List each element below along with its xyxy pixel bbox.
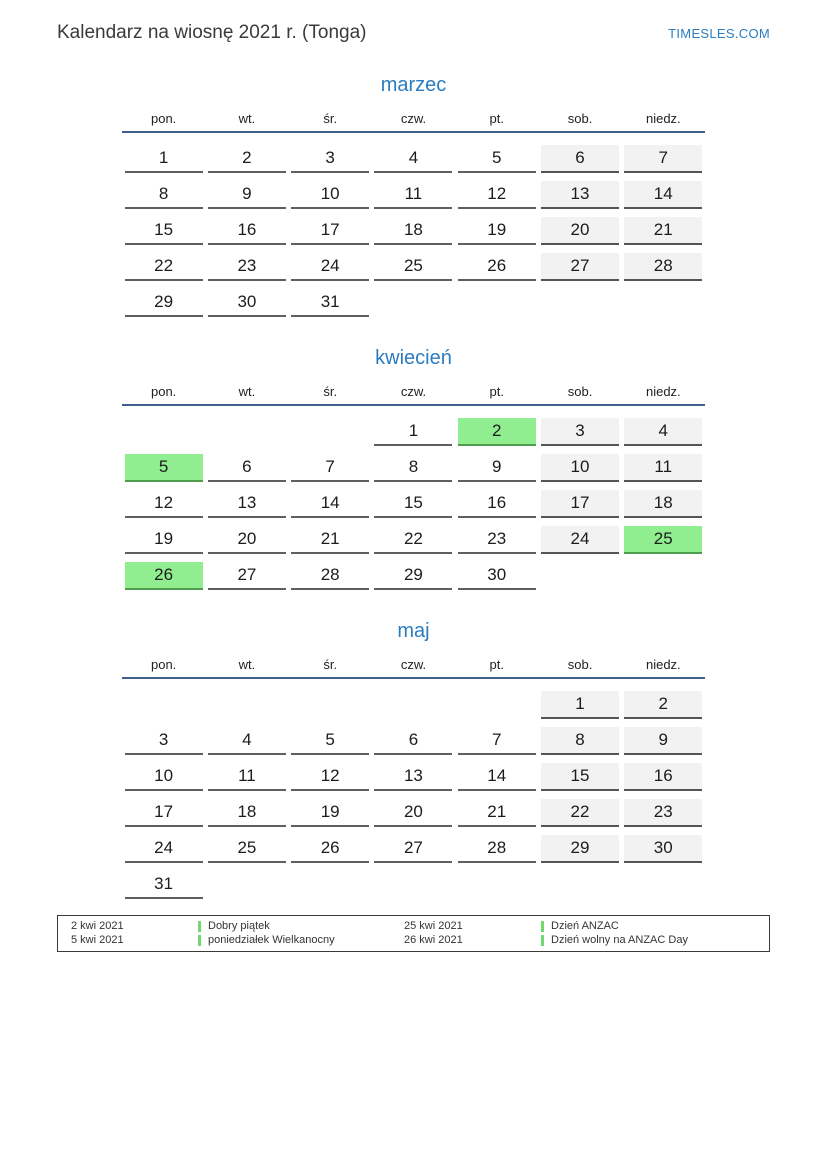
day-cell: 19 <box>122 526 205 554</box>
weekday-header: pon. <box>150 384 177 399</box>
day-cell: 12 <box>455 181 538 209</box>
weekday-header: wt. <box>238 384 256 399</box>
empty-cell <box>205 871 288 899</box>
week-row <box>122 727 705 755</box>
day-cell: 4 <box>372 145 455 173</box>
legend-date: 2 kwi 2021 <box>71 920 124 932</box>
day-cell: 23 <box>455 526 538 554</box>
day-cell: 31 <box>122 871 205 899</box>
day-cell: 31 <box>289 289 372 317</box>
day-cell-weekend: 20 <box>538 217 621 245</box>
day-cell: 11 <box>205 763 288 791</box>
empty-cell <box>455 289 538 317</box>
day-cell: 27 <box>372 835 455 863</box>
day-cell-weekend: 22 <box>538 799 621 827</box>
weekday-header: wt. <box>238 111 256 126</box>
calendar-months <box>122 72 705 899</box>
day-cell-weekend: 1 <box>538 691 621 719</box>
month-kwiecień <box>122 345 705 590</box>
day-cell: 10 <box>122 763 205 791</box>
day-cell-weekend: 24 <box>538 526 621 554</box>
weekday-header: wt. <box>238 657 256 672</box>
day-cell: 10 <box>289 181 372 209</box>
day-cell: 29 <box>122 289 205 317</box>
day-cell: 8 <box>122 181 205 209</box>
day-cell-weekend: 6 <box>538 145 621 173</box>
weekday-header: niedz. <box>645 384 681 399</box>
day-cell: 16 <box>205 217 288 245</box>
day-cell-holiday: 5 <box>122 454 205 482</box>
weeks <box>122 679 705 899</box>
day-cell-weekend: 2 <box>622 691 705 719</box>
day-cell: 15 <box>372 490 455 518</box>
day-cell-weekend: 29 <box>538 835 621 863</box>
month-marzec <box>122 72 705 317</box>
day-cell-weekend: 3 <box>538 418 621 446</box>
weekday-header: czw. <box>400 384 427 399</box>
empty-cell <box>372 691 455 719</box>
legend-holiday-name: Dzień wolny na ANZAC Day <box>551 934 688 946</box>
empty-cell <box>372 871 455 899</box>
week-row <box>122 181 705 209</box>
day-cell: 1 <box>122 145 205 173</box>
weekday-header: niedz. <box>645 111 681 126</box>
day-cell: 7 <box>289 454 372 482</box>
weekday-header: niedz. <box>645 657 681 672</box>
weekday-header: śr. <box>323 657 338 672</box>
day-cell-weekend: 9 <box>622 727 705 755</box>
weeks <box>122 406 705 590</box>
day-cell: 28 <box>455 835 538 863</box>
empty-cell <box>122 691 205 719</box>
week-row <box>122 418 705 446</box>
weekday-header: pon. <box>150 657 177 672</box>
day-cell: 17 <box>289 217 372 245</box>
week-row <box>122 145 705 173</box>
legend-holiday-name: poniedziałek Wielkanocny <box>208 934 335 946</box>
day-cell: 5 <box>289 727 372 755</box>
weekday-header: czw. <box>400 657 427 672</box>
day-cell: 9 <box>455 454 538 482</box>
empty-cell <box>455 691 538 719</box>
week-row <box>122 871 705 899</box>
weeks <box>122 133 705 317</box>
weekday-header: czw. <box>400 111 427 126</box>
empty-cell <box>372 289 455 317</box>
weekday-header: śr. <box>323 384 338 399</box>
week-row <box>122 691 705 719</box>
day-cell: 21 <box>455 799 538 827</box>
day-cell: 15 <box>122 217 205 245</box>
week-row <box>122 763 705 791</box>
day-cell: 14 <box>289 490 372 518</box>
empty-cell <box>289 871 372 899</box>
day-cell: 18 <box>205 799 288 827</box>
day-cell: 22 <box>122 253 205 281</box>
day-cell: 2 <box>205 145 288 173</box>
month-maj <box>122 618 705 899</box>
day-cell-weekend: 28 <box>622 253 705 281</box>
holiday-marker-icon <box>198 921 201 932</box>
day-cell-weekend: 13 <box>538 181 621 209</box>
legend-date: 5 kwi 2021 <box>71 934 124 946</box>
legend-holiday-name: Dobry piątek <box>208 920 270 932</box>
weekday-header: sob. <box>567 657 593 672</box>
day-cell-holiday: 2 <box>455 418 538 446</box>
legend-entry <box>198 919 404 933</box>
empty-cell <box>622 289 705 317</box>
day-cell: 14 <box>455 763 538 791</box>
day-cell: 26 <box>455 253 538 281</box>
weekday-header: pon. <box>150 111 177 126</box>
weekday-header: pt. <box>489 384 504 399</box>
day-cell: 20 <box>205 526 288 554</box>
week-row <box>122 526 705 554</box>
day-cell: 5 <box>455 145 538 173</box>
week-row <box>122 289 705 317</box>
week-row <box>122 253 705 281</box>
legend-entry <box>541 919 769 933</box>
site-link[interactable]: TIMESLES.COM <box>668 26 770 41</box>
week-row <box>122 562 705 590</box>
legend-date: 26 kwi 2021 <box>404 934 463 946</box>
day-cell: 6 <box>372 727 455 755</box>
day-cell-weekend: 4 <box>622 418 705 446</box>
day-cell-weekend: 18 <box>622 490 705 518</box>
month-title: kwiecień <box>375 347 452 369</box>
topbar <box>0 0 827 46</box>
empty-cell <box>289 418 372 446</box>
empty-cell <box>622 562 705 590</box>
day-cell: 21 <box>289 526 372 554</box>
day-cell: 25 <box>205 835 288 863</box>
week-row <box>122 454 705 482</box>
day-cell: 29 <box>372 562 455 590</box>
empty-cell <box>289 691 372 719</box>
day-cell-weekend: 15 <box>538 763 621 791</box>
empty-cell <box>538 871 621 899</box>
weekday-header: sob. <box>567 111 593 126</box>
page-title: Kalendarz na wiosnę 2021 r. (Tonga) <box>57 22 367 43</box>
day-cell-weekend: 11 <box>622 454 705 482</box>
legend-date: 25 kwi 2021 <box>404 920 463 932</box>
empty-cell <box>205 691 288 719</box>
holiday-legend <box>57 915 770 952</box>
empty-cell <box>455 871 538 899</box>
day-cell: 24 <box>122 835 205 863</box>
day-cell: 12 <box>122 490 205 518</box>
day-cell: 27 <box>205 562 288 590</box>
day-cell: 26 <box>289 835 372 863</box>
day-cell-weekend: 23 <box>622 799 705 827</box>
weekday-header-row <box>122 385 705 406</box>
day-cell-weekend: 8 <box>538 727 621 755</box>
empty-cell <box>622 871 705 899</box>
day-cell: 4 <box>205 727 288 755</box>
day-cell: 20 <box>372 799 455 827</box>
empty-cell <box>205 418 288 446</box>
day-cell-weekend: 10 <box>538 454 621 482</box>
day-cell: 3 <box>289 145 372 173</box>
legend-holiday-name: Dzień ANZAC <box>551 920 619 932</box>
holiday-marker-icon <box>541 921 544 932</box>
week-row <box>122 835 705 863</box>
weekday-header: sob. <box>567 384 593 399</box>
day-cell: 19 <box>289 799 372 827</box>
day-cell: 23 <box>205 253 288 281</box>
day-cell: 22 <box>372 526 455 554</box>
day-cell: 30 <box>205 289 288 317</box>
week-row <box>122 217 705 245</box>
day-cell-weekend: 14 <box>622 181 705 209</box>
holiday-marker-icon <box>198 935 201 946</box>
day-cell: 6 <box>205 454 288 482</box>
empty-cell <box>538 289 621 317</box>
day-cell: 30 <box>455 562 538 590</box>
day-cell-weekend: 27 <box>538 253 621 281</box>
day-cell: 9 <box>205 181 288 209</box>
legend-entry <box>198 933 404 947</box>
day-cell: 12 <box>289 763 372 791</box>
day-cell-weekend: 16 <box>622 763 705 791</box>
day-cell-holiday: 26 <box>122 562 205 590</box>
day-cell-weekend: 21 <box>622 217 705 245</box>
day-cell: 25 <box>372 253 455 281</box>
weekday-header-row <box>122 658 705 679</box>
day-cell: 1 <box>372 418 455 446</box>
weekday-header: śr. <box>323 111 338 126</box>
day-cell: 7 <box>455 727 538 755</box>
weekday-header: pt. <box>489 111 504 126</box>
day-cell: 13 <box>372 763 455 791</box>
weekday-header-row <box>122 112 705 133</box>
day-cell: 16 <box>455 490 538 518</box>
week-row <box>122 490 705 518</box>
day-cell-weekend: 7 <box>622 145 705 173</box>
day-cell: 3 <box>122 727 205 755</box>
day-cell: 18 <box>372 217 455 245</box>
day-cell-weekend: 30 <box>622 835 705 863</box>
week-row <box>122 799 705 827</box>
day-cell: 8 <box>372 454 455 482</box>
day-cell: 28 <box>289 562 372 590</box>
empty-cell <box>538 562 621 590</box>
day-cell-weekend: 17 <box>538 490 621 518</box>
month-title: marzec <box>380 74 447 96</box>
day-cell: 13 <box>205 490 288 518</box>
day-cell: 11 <box>372 181 455 209</box>
holiday-marker-icon <box>541 935 544 946</box>
day-cell: 17 <box>122 799 205 827</box>
day-cell-holiday: 25 <box>622 526 705 554</box>
day-cell: 19 <box>455 217 538 245</box>
month-title: maj <box>397 620 430 642</box>
weekday-header: pt. <box>489 657 504 672</box>
legend-entry <box>541 933 769 947</box>
empty-cell <box>122 418 205 446</box>
day-cell: 24 <box>289 253 372 281</box>
